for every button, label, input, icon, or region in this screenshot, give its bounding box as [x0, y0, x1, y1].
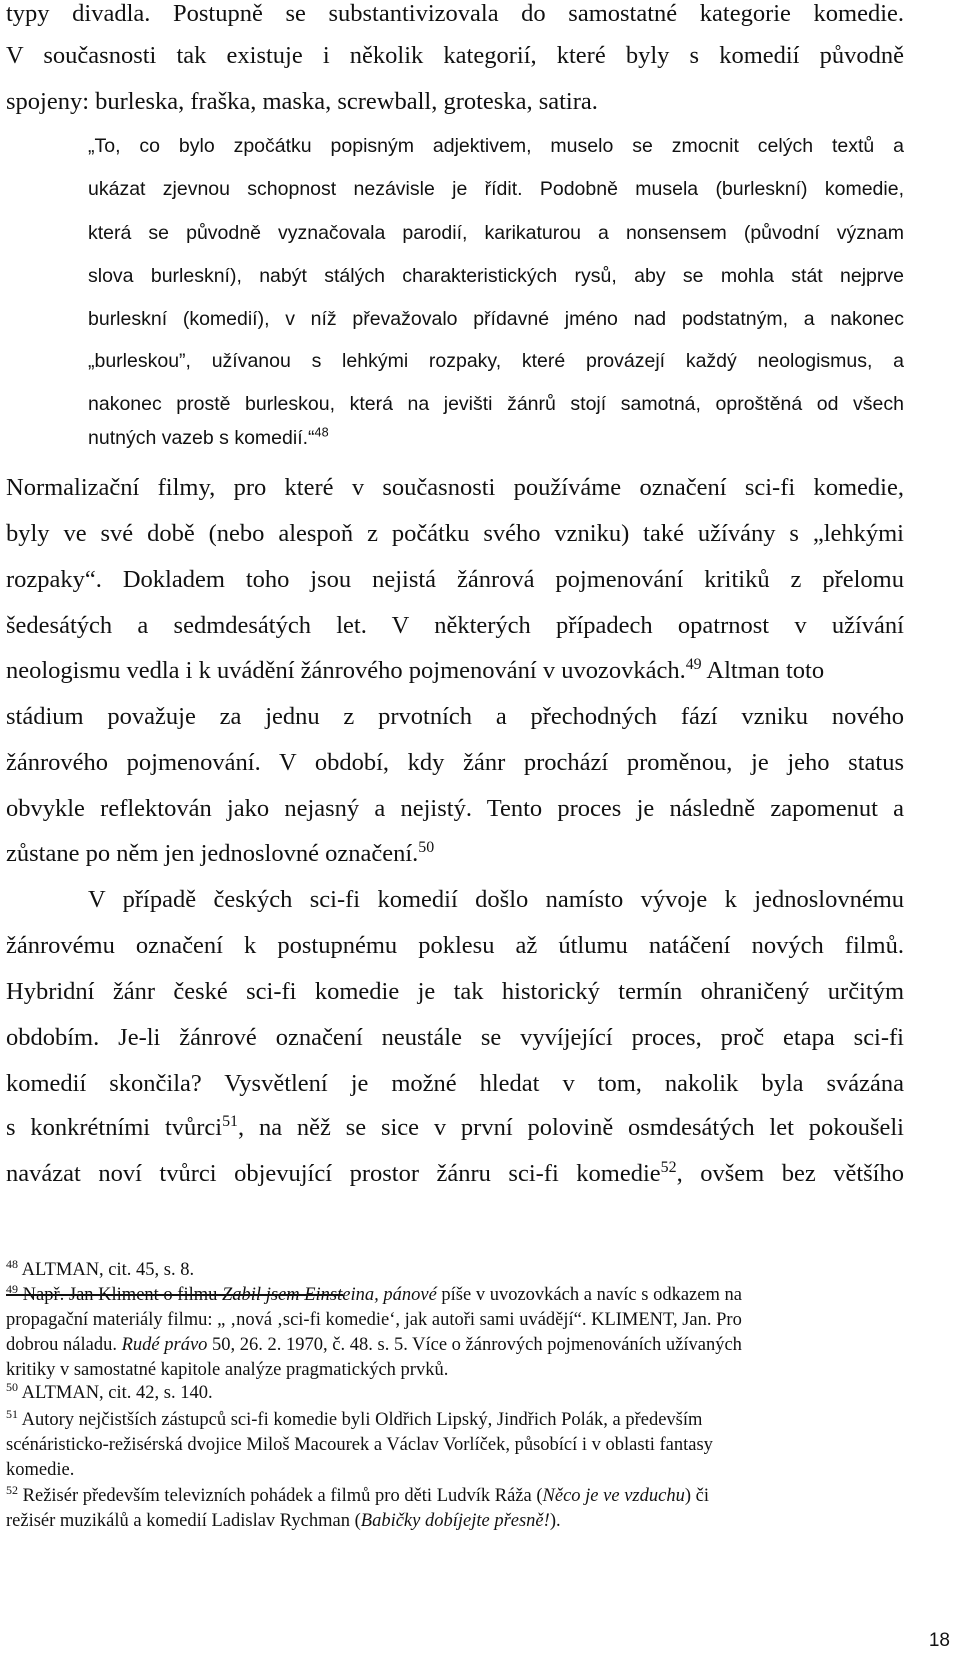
body1-line-5 [6, 657, 824, 685]
footnote-49-newspaper: Rudé právo [121, 1335, 208, 1355]
footnote-ref-49[interactable]: 49 [685, 655, 702, 673]
body1-line-6: stádium považuje za jednu z prvotních a přechodných fází vzniku nového [6, 703, 904, 730]
body1-line-2: byly ve své době (nebo alespoň z počátku svého vzniku) také užívány s „lehkými [6, 520, 904, 547]
footnote-ref-50[interactable]: 50 [418, 838, 435, 856]
footnote-52-number: 52 [6, 1482, 19, 1497]
body1-line-9-text: zůstane po něm jen jednoslovné označení. [6, 840, 419, 867]
footnote-51-text-1: Autory nejčistších zástupců sci-fi komedie byli Oldřich Lipský, Jindřich Polák, a především [18, 1410, 703, 1430]
footnote-49-text-b: píše v uvozovkách a navíc s odkazem na [436, 1285, 742, 1305]
body1-line-7: žánrového pojmenování. V období, kdy žánr prochází proměnou, je jeho status [6, 749, 904, 776]
footnote-52-text-b: ) či [684, 1486, 709, 1506]
body2-line-2: žánrovému označení k postupnému poklesu až útlumu natáčení nových filmů. [6, 932, 904, 959]
body1-line-3: rozpaky“. Dokladem toho jsou nejistá žánrová pojmenování kritiků z přelomu [6, 566, 904, 593]
body2-line-4: obdobím. Je-li žánrové označení neustále se vyvíjející proces, proč etapa sci-fi [6, 1024, 904, 1051]
body2-line-6-a: s konkrétními tvůrci [6, 1114, 223, 1141]
footnote-52-text-d: ). [549, 1511, 561, 1531]
footnote-49-text-d: 50, 26. 2. 1970, č. 48. s. 5. Více o žánrových pojmenováních užívaných [207, 1335, 742, 1355]
body2-line-1: V případě českých sci-fi komedií došlo namísto vývoje k jednoslovnému [88, 886, 904, 913]
footnote-48 [6, 1256, 195, 1281]
footnote-52-text-a: Režisér především televizních pohádek a filmů pro děti Ludvík Ráža ( [18, 1486, 543, 1506]
body1-line-5-b: Altman toto [701, 657, 825, 684]
footnote-48-text: ALTMAN, cit. 45, s. 8. [18, 1260, 195, 1280]
quote-line-1: „To, co bylo zpočátku popisným adjektivem, muselo se zmocnit celých textů a [88, 135, 904, 157]
quote-line-8-text: nutných vazeb s komedií.“ [88, 427, 315, 449]
footnote-52-film-title-1: Něco je ve vzduchu [542, 1486, 685, 1506]
body1-line-1: Normalizační filmy, pro které v současnosti používáme označení sci-fi komedie, [6, 474, 904, 501]
footnote-49-line-4: kritiky v samostatné kapitole analýze pragmatických prvků. [6, 1360, 449, 1380]
body2-line-6 [6, 1114, 904, 1142]
page-number: 18 [928, 1630, 950, 1651]
footnote-51-line-3: komedie. [6, 1460, 75, 1480]
footnote-51-line-2: scénáristicko-režisérská dvojice Miloš Macourek a Václav Vorlíček, působící i v oblasti fantasy [6, 1435, 713, 1455]
footnote-49-film-title: Zabil jsem Einsteina, pánové [222, 1285, 437, 1305]
body2-line-5: komedií skončila? Vysvětlení je možné hledat v tom, nakolik byla svázána [6, 1070, 904, 1097]
quote-line-2: ukázat zjevnou schopnost nezávisle je řídit. Podobně musela (burleskní) komedie, [88, 178, 904, 200]
top-line-2: V současnosti tak existuje i několik kategorií, které byly s komedií původně [6, 42, 904, 69]
body1-line-5-a: neologismu vedla i k uvádění žánrového pojmenování v uvozovkách. [6, 657, 686, 684]
footnote-ref-48[interactable]: 48 [314, 425, 329, 440]
footnote-50-text: ALTMAN, cit. 42, s. 140. [18, 1383, 213, 1403]
footnote-49-text-a: Např. Jan Kliment o filmu [18, 1285, 222, 1305]
top-line-1: typy divadla. Postupně se substantivizovala do samostatné kategorie komedie. [6, 0, 904, 27]
footnote-52-text-c: režisér muzikálů a komedií Ladislav Rychman ( [6, 1511, 361, 1531]
footnote-ref-52[interactable]: 52 [660, 1158, 677, 1176]
quote-line-5: burleskní (komedií), v níž převažovalo přídavné jméno nad podstatným, a nakonec [88, 308, 904, 330]
footnote-52-line-2 [6, 1511, 561, 1532]
body1-line-8: obvykle reflektován jako nejasný a nejistý. Tento proces je následně zapomenut a [6, 795, 904, 822]
footnote-49-line-3 [6, 1335, 742, 1356]
footnote-50 [6, 1379, 213, 1404]
body2-line-7-b: , ovšem bez většího [676, 1160, 904, 1187]
body2-line-3: Hybridní žánr české sci-fi komedie je tak historický termín ohraničený určitým [6, 978, 904, 1005]
footnote-49-text-c: dobrou náladu. [6, 1335, 122, 1355]
footnote-ref-51[interactable]: 51 [222, 1112, 238, 1130]
footnote-49-number: 49 [6, 1281, 19, 1296]
body1-line-9 [6, 840, 434, 868]
footnote-51-number: 51 [6, 1406, 19, 1421]
footnote-49-line-1 [6, 1281, 742, 1306]
footnote-48-number: 48 [6, 1256, 19, 1271]
footnote-52-line-1 [6, 1482, 709, 1507]
body2-line-7 [6, 1160, 904, 1188]
quote-line-8 [88, 427, 329, 450]
quote-line-3: která se původně vyznačovala parodií, karikaturou a nonsensem (původní význam [88, 222, 904, 244]
body2-line-7-a: navázat noví tvůrci objevující prostor žánru sci-fi komedie [6, 1160, 661, 1187]
quote-line-7: nakonec prostě burleskou, která na jevišti žánrů stojí samotná, oproštěná od všech [88, 393, 904, 415]
footnote-51-line-1 [6, 1406, 703, 1431]
footnote-49-line-2: propagační materiály filmu: „ ‚nová ‚sci-fi komedie‘, jak autoři sami uvádějí“. KLIMENT, Jan. Pro [6, 1310, 742, 1330]
body1-line-4: šedesátých a sedmdesátých let. V některých případech opatrnost v užívání [6, 612, 904, 639]
quote-line-4: slova burleskní), nabýt stálých charakteristických rysů, aby se mohla stát nejprve [88, 265, 904, 287]
footnote-52-film-title-2: Babičky dobíjejte přesně! [360, 1511, 550, 1531]
top-line-3: spojeny: burleska, fraška, maska, screwball, groteska, satira. [6, 88, 598, 115]
footnote-50-number: 50 [6, 1379, 19, 1394]
body2-line-6-b: , na něž se sice v první polovině osmdesátých let pokoušeli [238, 1114, 904, 1141]
quote-line-6: „burleskou”, užívanou s lehkými rozpaky, které provázejí každý neologismus, a [88, 350, 904, 372]
